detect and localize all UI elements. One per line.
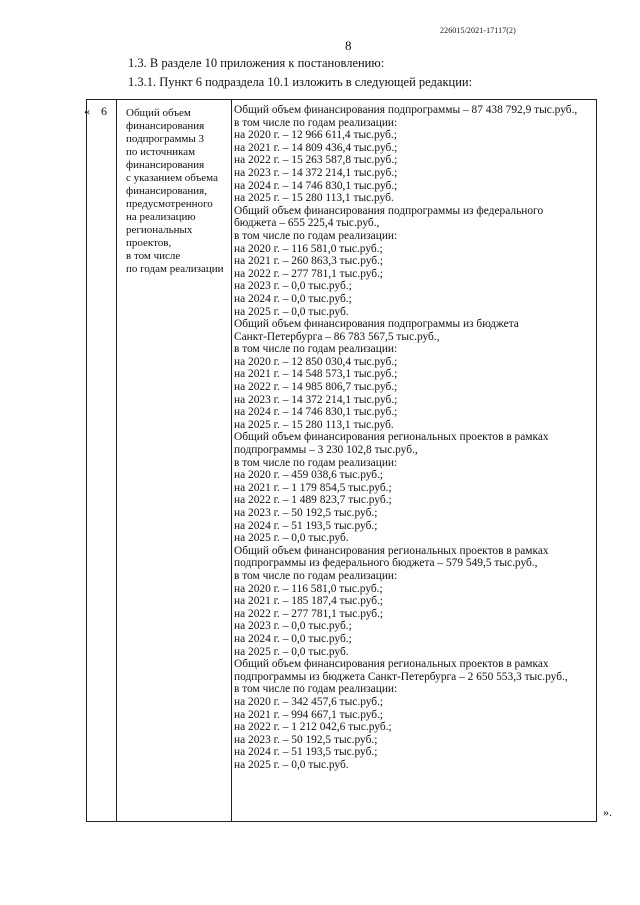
content-line: на 2024 г. – 51 193,5 тыс.руб.;: [234, 519, 378, 532]
content-line: на 2020 г. – 12 850 030,4 тыс.руб.;: [234, 355, 398, 368]
document-id: 226015/2021-17117(2): [440, 26, 516, 35]
table-row-number: 6: [101, 104, 107, 118]
content-line: на 2020 г. – 342 457,6 тыс.руб.;: [234, 695, 384, 708]
content-line: на 2025 г. – 0,0 тыс.руб.: [234, 645, 349, 658]
description-line: с указанием объема: [126, 172, 218, 184]
content-line: на 2022 г. – 277 781,1 тыс.руб.;: [234, 607, 384, 620]
content-line: на 2024 г. – 51 193,5 тыс.руб.;: [234, 746, 378, 759]
content-line: в том числе по годам реализации:: [234, 456, 398, 469]
intro-paragraph-2: 1.3.1. Пункт 6 подраздела 10.1 изложить в следующей редакции:: [128, 75, 473, 89]
content-line: на 2020 г. – 12 966 611,4 тыс.руб.;: [234, 129, 397, 142]
content-line: в том числе по годам реализации:: [234, 683, 398, 696]
content-line: Общий объем финансирования региональных проектов в рамках: [234, 658, 549, 671]
content-line: на 2024 г. – 0,0 тыс.руб.;: [234, 632, 352, 645]
content-line: Общий объем финансирования подпрограммы из федерального: [234, 204, 544, 217]
content-line: на 2021 г. – 14 548 573,1 тыс.руб.;: [234, 368, 398, 381]
description-line: по годам реализации: [126, 263, 224, 275]
description-line: предусмотренного: [126, 198, 213, 210]
description-line: в том числе: [126, 250, 181, 262]
content-line: подпрограммы из федерального бюджета – 579 549,5 тыс.руб.,: [234, 557, 538, 570]
content-line: Санкт-Петербурга – 86 783 567,5 тыс.руб.,: [234, 330, 440, 343]
content-line: на 2023 г. – 0,0 тыс.руб.;: [234, 620, 352, 633]
table-row-content: [234, 104, 594, 771]
content-line: подпрограммы – 3 230 102,8 тыс.руб.,: [234, 444, 418, 457]
opening-quote: «: [84, 104, 90, 118]
page-number: 8: [345, 38, 352, 53]
content-line: на 2021 г. – 260 863,3 тыс.руб.;: [234, 255, 384, 268]
description-line: подпрограммы 3: [126, 133, 205, 145]
content-line: на 2021 г. – 14 809 436,4 тыс.руб.;: [234, 141, 398, 154]
content-line: на 2022 г. – 14 985 806,7 тыс.руб.;: [234, 381, 398, 394]
content-line: бюджета – 655 225,4 тыс.руб.,: [234, 217, 380, 230]
description-line: региональных: [126, 224, 193, 236]
content-line: на 2024 г. – 0,0 тыс.руб.;: [234, 292, 352, 305]
content-line: на 2021 г. – 994 667,1 тыс.руб.;: [234, 708, 384, 721]
content-line: подпрограммы из бюджета Санкт-Петербурга – 2 650 553,3 тыс.руб.,: [234, 670, 568, 683]
content-line: на 2023 г. – 50 192,5 тыс.руб.;: [234, 507, 378, 519]
content-line: на 2022 г. – 1 489 823,7 тыс.руб.;: [234, 494, 392, 507]
content-line: на 2023 г. – 14 372 214,1 тыс.руб.;: [234, 393, 398, 406]
content-line: Общий объем финансирования региональных проектов в рамках: [234, 544, 549, 557]
description-line: Общий объем: [126, 107, 191, 119]
content-line: Общий объем финансирования подпрограммы – 87 438 792,9 тыс.руб.,: [234, 104, 578, 116]
content-line: на 2023 г. – 14 372 214,1 тыс.руб.;: [234, 166, 398, 179]
content-line: на 2022 г. – 15 263 587,8 тыс.руб.;: [234, 154, 398, 167]
closing-quote: ».: [603, 805, 612, 819]
content-line: Общий объем финансирования подпрограммы из бюджета: [234, 318, 519, 331]
content-line: на 2022 г. – 1 212 042,6 тыс.руб.;: [234, 721, 392, 734]
description-line: на реализацию: [126, 211, 196, 223]
content-line: на 2024 г. – 14 746 830,1 тыс.руб.;: [234, 179, 398, 192]
description-line: проектов,: [126, 237, 172, 249]
content-line: Общий объем финансирования региональных проектов в рамках: [234, 431, 549, 444]
content-line: на 2025 г. – 15 280 113,1 тыс.руб.: [234, 418, 394, 431]
content-line: на 2025 г. – 0,0 тыс.руб.: [234, 532, 349, 545]
description-line: по источникам: [126, 146, 196, 158]
description-line: финансирования: [126, 120, 205, 132]
description-line: финансирования: [126, 159, 205, 171]
content-line: на 2023 г. – 50 192,5 тыс.руб.;: [234, 733, 378, 746]
content-line: на 2020 г. – 116 581,0 тыс.руб.;: [234, 582, 383, 595]
content-line: на 2024 г. – 14 746 830,1 тыс.руб.;: [234, 406, 398, 419]
column-divider-2: [231, 100, 232, 821]
content-line: на 2020 г. – 459 038,6 тыс.руб.;: [234, 469, 384, 482]
content-line: в том числе по годам реализации:: [234, 116, 398, 129]
content-line: на 2025 г. – 0,0 тыс.руб.: [234, 758, 349, 771]
column-divider-1: [116, 100, 117, 821]
intro-paragraph-1: 1.3. В разделе 10 приложения к постановлению:: [128, 56, 385, 70]
content-line: на 2023 г. – 0,0 тыс.руб.;: [234, 280, 352, 293]
content-line: на 2020 г. – 116 581,0 тыс.руб.;: [234, 242, 383, 255]
description-line: финансирования,: [126, 185, 207, 197]
table-row-description: [126, 107, 231, 276]
content-line: на 2021 г. – 1 179 854,5 тыс.руб.;: [234, 481, 392, 494]
content-line: на 2022 г. – 277 781,1 тыс.руб.;: [234, 267, 384, 280]
content-line: на 2021 г. – 185 187,4 тыс.руб.;: [234, 595, 384, 608]
content-line: в том числе по годам реализации:: [234, 343, 398, 356]
content-line: в том числе по годам реализации:: [234, 229, 398, 242]
content-line: в том числе по годам реализации:: [234, 569, 398, 582]
content-line: на 2025 г. – 0,0 тыс.руб.: [234, 305, 349, 318]
content-line: на 2025 г. – 15 280 113,1 тыс.руб.: [234, 192, 394, 205]
